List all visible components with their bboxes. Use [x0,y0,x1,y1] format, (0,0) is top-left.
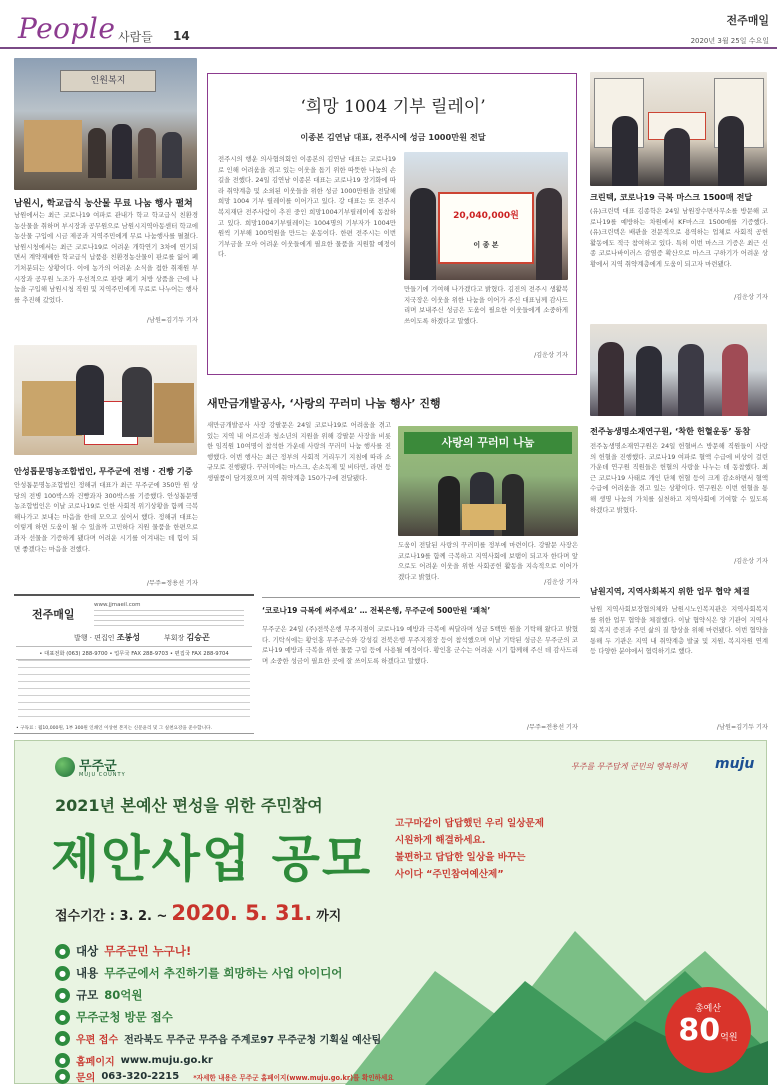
ad-item-scale: ● 규모 80억원 [55,987,142,1003]
ad-item-mail: ● 우편 접수 전라북도 무주군 무주읍 주계로97 무주군청 기획실 예산팀 [55,1031,381,1046]
photo-donation-left [14,345,197,455]
section-title-kr: 사람들 [118,30,153,44]
left-a1-byline: /남원=김기두 기자 [146,317,198,324]
ad-item-homepage: ● 홈페이지 www.muju.go.kr [55,1053,213,1068]
ad-period-label: 접수기간 : 3. 2. ~ [55,909,168,924]
ad-item-content: ● 내용 무주군에서 추진하기를 희망하는 사업 아이디어 [55,965,342,981]
editor-label: 부회장 [164,634,185,642]
ad-period-date: 2020. 5. 31. [171,901,313,925]
imprint-box [14,594,254,734]
right-a3-body: 남원 지역사회보장협의체와 남원시노인복지관은 지역사회복지를 위한 업무 협약을 체결했다. 이날 협약식은 양 기관이 지역사회 복지 증진과 주민 삶의 질 향상을 위해 마련됐다. 이번 협약을 통해 두 기관은 지역 내 취약계층 발굴 및 지원, 복지자원 연계 등 다양한 분야에서 협력하기로 했다. [590,605,768,656]
county-logo-icon [55,757,75,777]
ad-period [55,901,341,925]
center-a2-body-2: 도움이 전달된 사랑의 꾸러미를 정부에 마련이다. 강팔문 사장은 코로나19를 함께 극복하고 지역사회에 보탬이 되고자 한다며 앞으로도 어려운 이웃을 위한 사회공헌 활동을 지속적으로 이어가겠다고 밝혔다. [398,541,578,581]
advertisement [14,740,767,1084]
left-a2-headline: 안성톱문명농조합법인, 무주군에 전병 · 건빵 기증 [14,466,193,476]
right-a1-body: (유)크린텍 대표 김종학은 24일 남원장수면사무소를 방문해 코로나19를 예방하는 차원에서 KF마스크 1500매를 기증했다. (유)크린텍은 배관을 전문적으로 용역하는 업체로 사회적 공헌 활동에도 적극 참여하고 있다. 특히 이번 마스크 기증은 최근 신종 코로나바이러스 감염증 확산으로 마스크 구하기가 어려운 상황에서 지역 취약계층에게 도움이 되고자 마련됐다. [590,207,768,268]
bottom-article-byline: /무주=전용선 기자 [526,724,578,731]
imprint-name: 전주매일 [32,608,75,621]
masthead [0,0,777,52]
badge-top: 총예산 [694,1004,722,1014]
publisher-label: 발행 · 편집인 [74,634,115,642]
phone-icon: ● [55,1069,70,1084]
ad-copy-line-4: 사이다 “주민참여예산제” [395,869,504,880]
donation-board [438,192,534,264]
bottom-article-headline: ‘코로나19 극복에 써주세요’ … 전북은행, 무주군에 500만원 ‘쾌척’ [262,606,491,615]
imprint-bottom: • 구독료 : 월10,000원, 1부 300원 인쇄인 이상현 본지는 신문윤리 및 그 실천요강을 준수합니다. [16,726,212,731]
ad-copy-line-1: 고구마같이 답답했던 우리 일상문제 [395,818,545,829]
right-a3-headline: 남원지역, 지역사회복지 위한 업무 협약 체결 [590,586,750,596]
board-amount: 20,040,000원 [453,211,519,221]
right-a2-body: 전주농생명소재연구원은 24일 헌혈버스 방문해 직원들이 사랑의 헌혈을 진행했다. 코로나19 여파로 혈액 수급에 비상이 걸린 가운데 연구원 직원들은 헌혈의 사랑을 나누는 데 동참했다. 최근 코로나19 사태로 개인 단체 헌혈 등이 크게 감소하면서 혈액 수급에 어려움을 겪고 있는 상황이다. 연구원은 이번 헌혈을 통해 생명 나눔의 가치를 실천하고 지역사회에 기여할 수 있도록 하겠다고 밝혔다. [590,442,768,514]
building-sign: 인원복지 [60,70,156,92]
photo-lunch-event [14,58,197,190]
right-a3-byline: /남원=김기두 기자 [716,724,768,731]
right-a2-headline: 전주농생명소재연구원, ‘착한 헌혈운동’ 동참 [590,426,751,436]
center-a2-byline: /김운상 기자 [544,579,578,586]
publisher-name: 조봉성 [116,633,140,642]
photo-mask-donation [590,72,767,186]
event-banner: 사랑의 꾸러미 나눔 [404,432,572,454]
ad-period-suffix: 까지 [316,909,342,924]
feature-body-2: 만들기에 기여해 나가겠다고 밝혔다. 김진의 전주시 생활복지국장은 이웃을 위한 나눔을 이어가 주신 대표님께 감사드리며 보내주신 성금은 도움이 필요한 이웃들에게 소중하게 쓰이도록 하겠다고 말했다. [404,285,568,325]
globe-icon: ● [55,1053,70,1068]
center-a2-body: 새만금개발공사 사장 강팔문은 24일 코로나19로 어려움을 겪고 있는 지역 내 어르신과 청소년의 지원을 위해 강팔문 사장을 비롯한 임직원 10여명이 참석한 가운데 사랑의 꾸러미 나눔 행사를 진행했다. 이번 행사는 최근 정부의 사회적 거리두기 지침에 따라 소규모로 진행됐다. 꾸러미에는 마스크, 손소독제 및 비타민, 라면 등 생필품이 담겨졌으며 지역 취약계층 150가구에 전달됐다. [207,421,391,482]
badge-unit: 억원 [720,1033,738,1043]
ad-top-line: 2021년 본예산 편성을 위한 주민참여 [55,796,323,815]
left-a2-byline: /무주=정용선 기자 [146,580,198,587]
ad-item-contact: ● 문의 063-320-2215 *자세한 내용은 무주군 홈페이지(www.muju.go.kr)를 확인하세요 [55,1069,394,1084]
feature-title: ‘희망 1004 기부 릴레이’ [300,97,486,117]
ad-item-target: ● 대상 무주군민 누구나! [55,943,191,959]
page-number: 14 [173,29,190,43]
photo-blood-donation [590,324,767,416]
imprint-url: www.jjmaeil.com [94,602,141,608]
masthead-rule [0,47,777,49]
feature-subtitle: 이종본 김연남 대표, 전주시에 성금 1000만원 전달 [300,132,486,142]
coin-icon: ● [55,988,70,1003]
photo-love-package [398,426,578,536]
feature-body: 전주시의 행운 의사협의회인 이종본의 김연남 대표는 코로나19로 인해 어려움을 겪고 있는 이웃을 돕기 위한 따뜻한 나눔의 손길을 전했다. 24일 김연남 이종본 대표는 코로나19 장기화에 따라 취약계층 및 소외된 이웃들을 위한 성금 1000만원을 전달해 희망 1004 기부 릴레이를 이어가고 있다. 강 대표는 또 전주시 복지재단 전주사람이 추진 중인 희망1004기부릴레이에 동참하고 있다. 희망1004기부릴레이는 1004명의 기부자가 1004만원씩 기부해 100억원을 만드는 운동이다. 한편 전주시는 이번 기부금을 모아 어려운 이웃들에게 필요한 물품을 지원할 예정이다. [218,155,396,259]
ad-slogan: 무주를 무주답게 군민의 행복하게 [571,762,687,771]
right-a1-byline: /김운상 기자 [734,294,768,301]
county-name: 무주군 [79,759,117,774]
right-a1-headline: 크린텍, 코로나19 극복 마스크 1500매 전달 [590,192,753,202]
ad-copy-line-2: 시원하게 해결하세요. [395,835,486,846]
county-name-en: MUJU COUNTY [79,772,126,778]
paper-name: 전주매일 [726,14,769,27]
photo-donation-board [404,152,568,280]
ad-item-visit: ● 무주군청 방문 접수 [55,1009,173,1025]
left-a1-body: 남원에서는 최근 코로나19 여파로 관내가 학교 학교급식 친환경 농산물을 취하며 부시장과 공무원으로 남원시지역아동센터 학교에 농산물 구입에 시금 제공과 지역주민에게 무료 나눔행사를 펼쳤다. 남원시청에서는 최근 코로나19로 어려운 개학연기 3차에 연기되면서 계약재배한 학교급식 납품용 친환경농산물이 판로를 잃어 폐기처분되는 상황이다. 이에 농가의 어려운 소식을 접한 취재원 부시장과 공무원 노조가 우선적으로 판량 폐기 처방 상품을 근에 나눔을 구입해 남원시청 직원 및 지역주민에게 무료로 나누어는 행사를 추진해 갔었다. [14,211,198,304]
imprint-phone-line: • 대표전화 (063) 288-9700 • 업무국 FAX 288-9703 • 편집국 FAX 288-9704 [16,646,252,660]
right-a2-byline: /김운상 기자 [734,558,768,565]
feature-box [207,73,577,375]
ad-brand: muju [715,756,755,772]
left-a2-body: 안성톱문명농조합법인 정해귀 대표가 최근 무주군에 350만 원 상당의 전병 100박스와 건빵과자 300박스를 기증했다. 안성톱문명농조합법인은 이날 코로나19로 인한 사회적 위기상황을 함께 극복해나가고 보내는 마음을 한데 모으고 싶어서 했다. 정해귀 대표는 이렇게 하면 도움이 될 수 있을까 고민하다 지원 물품을 한편으로 과자 선물을 기증하게 됐다며 어려운 시기를 이겨내는 데 힘이 되면 좋겠다는 마음을 전했다. [14,481,198,553]
badge-number: 80 [678,1013,721,1048]
center-a2-headline: 새만금개발공사, ‘사랑의 꾸러미 나눔 행사’ 진행 [207,397,441,410]
left-a1-headline: 남원시, 학교급식 농산물 무료 나눔 행사 펼쳐 [14,199,193,209]
section-title: People [18,12,116,45]
feature-byline: /김운상 기자 [534,352,568,359]
ad-big-title: 제안사업 공모 [51,830,373,888]
mail-icon: ● [55,1031,70,1046]
lightbulb-icon: ● [55,966,70,981]
user-icon: ● [55,944,70,959]
date: 2020년 3월 25일 수요일 [690,37,769,45]
building-icon: ● [55,1010,70,1025]
board-name: 이 종 본 [473,241,499,249]
bottom-article-body: 무주군은 24일 (주)전북은행 무주지점이 코로나19 예방과 극복에 써달라며 성금 5백만 원을 기탁해 왔다고 밝혔다. 기탁식에는 황인홍 무주군수와 강성길 전북은행 무주지점장 등이 참석했으며 이날 기탁된 성금은 무주군의 코로나19 예방과 극복을 위한 물품 구입 등에 사용될 예정이다. 황인홍 군수는 어려운 시기 함께해 주신 데 감사드리며 소중한 성금이 필요한 곳에 잘 쓰이도록 하겠다고 말했다. [262,625,578,665]
ad-copy-line-3: 불편하고 답답한 일상을 바꾸는 [395,852,526,863]
budget-badge [665,987,751,1073]
editor-name: 김승곤 [186,633,210,642]
ad-right-copy [395,815,615,883]
